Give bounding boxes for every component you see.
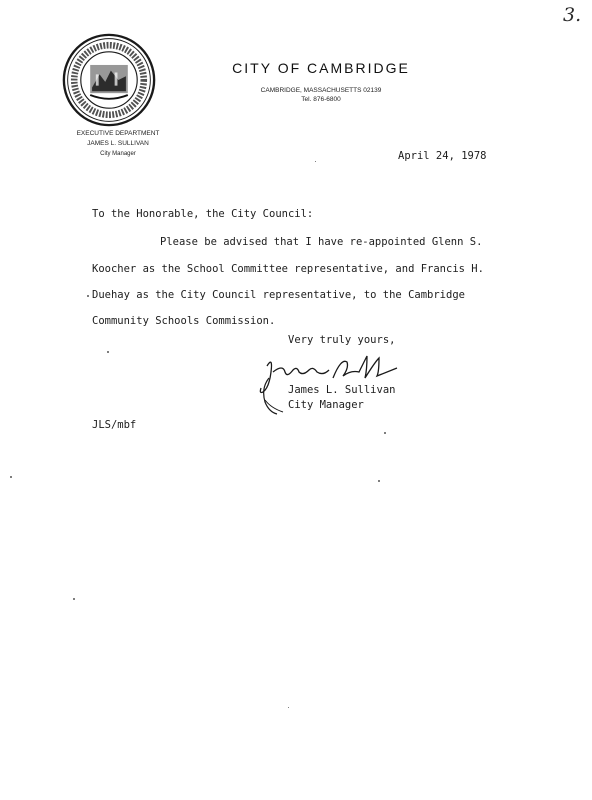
scan-speck [10,476,12,478]
scan-speck [73,598,75,600]
body-line: Community Schools Commission. [92,315,276,327]
body-line: Koocher as the School Committee representative, and Francis H. [92,263,484,275]
telephone-line: Tel. 876-6800 [301,96,341,103]
reference-initials: JLS/mbf [92,419,137,431]
letter-date: April 24, 1978 [398,150,487,162]
sender-block [68,129,168,159]
salutation: To the Honorable, the City Council: [92,208,314,220]
signer-name: James L. Sullivan [288,384,396,396]
city-name-heading: CITY OF CAMBRIDGE [232,60,410,76]
sender-name: JAMES L. SULLIVAN [87,140,149,147]
sender-title: City Manager [100,151,136,157]
scan-speck [315,161,316,162]
scan-speck [107,351,109,353]
page-number: 3. [563,4,582,26]
body-line: Please be advised that I have re-appointed Glenn S. [160,236,483,248]
body-line: Duehay as the City Council representative, to the Cambridge [92,289,465,301]
letterhead-address [0,86,592,104]
closing: Very truly yours, [288,334,396,346]
scan-speck [378,480,380,482]
scan-speck [87,295,89,297]
address-line: CAMBRIDGE, MASSACHUSETTS 02139 [260,87,382,94]
scan-speck [288,707,289,708]
scan-speck [384,432,386,434]
department-label: EXECUTIVE DEPARTMENT [76,130,160,137]
city-seal-icon [62,33,156,127]
signer-title: City Manager [288,399,364,411]
